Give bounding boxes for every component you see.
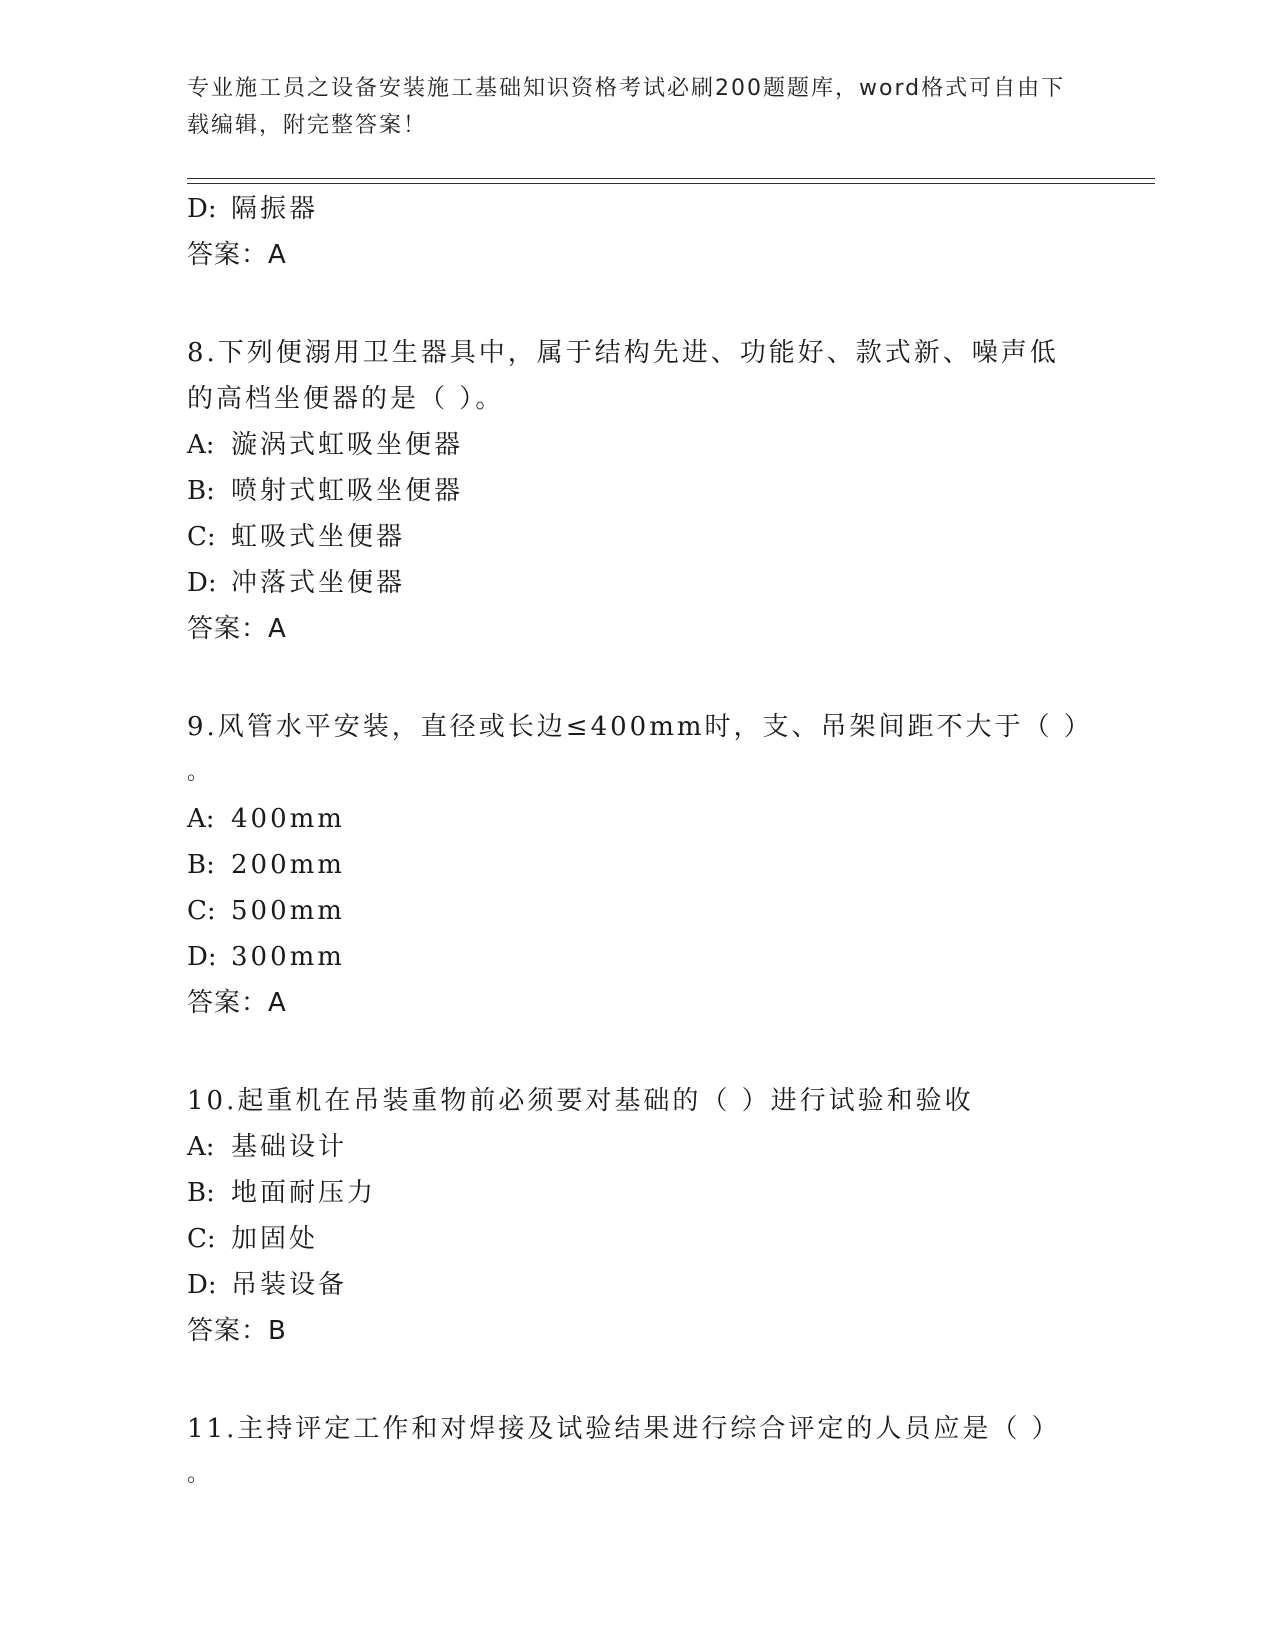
question-item [187, 1078, 1087, 1354]
question-list [187, 186, 1093, 1498]
option-text: 漩涡式虹吸坐便器 [231, 430, 464, 460]
question-stem-line: 。 [187, 760, 213, 785]
option-c [187, 514, 1087, 560]
option-b [187, 842, 1087, 888]
option-text: 500mm [231, 896, 345, 926]
option-text: 300mm [231, 942, 345, 972]
header-divider-top [187, 178, 1155, 179]
option-a [187, 1124, 1087, 1170]
spacer [187, 1026, 1087, 1078]
option-text: 吊装设备 [231, 1270, 348, 1300]
option-b [187, 468, 1087, 514]
answer-line: 答案：A [187, 240, 287, 270]
option-letter: D: [187, 568, 217, 598]
option-letter: B: [187, 476, 215, 506]
option-letter: D: [187, 942, 217, 972]
option-text: 400mm [231, 804, 345, 834]
option-b [187, 1170, 1087, 1216]
question-stem-line: 的高档坐便器的是（ ）。 [187, 384, 505, 414]
option-d [187, 560, 1087, 606]
option-text: 加固处 [231, 1224, 319, 1254]
option-letter: C: [187, 896, 216, 926]
question-item [187, 330, 1087, 652]
option-letter: A: [187, 430, 215, 460]
spacer [187, 278, 1087, 330]
spacer [187, 652, 1087, 704]
option-letter: B: [187, 850, 215, 880]
answer-line: 答案：B [187, 1316, 287, 1346]
option-text: 冲落式坐便器 [231, 568, 406, 598]
option-letter: A: [187, 804, 215, 834]
option-letter: B: [187, 1178, 215, 1208]
option-text: 喷射式虹吸坐便器 [231, 476, 464, 506]
question-stem-line: 9.风管水平安装，直径或长边≤400mm时，支、吊架间距不大于（ ） [187, 712, 1093, 742]
option-letter: A: [187, 1132, 215, 1162]
option-d [187, 934, 1087, 980]
option-d [187, 1262, 1087, 1308]
option-text: 200mm [231, 850, 345, 880]
answer-line: 答案：A [187, 988, 287, 1018]
question-stem-line: 11.主持评定工作和对焊接及试验结果进行综合评定的人员应是（ ） [187, 1414, 1061, 1444]
option-letter: C: [187, 522, 216, 552]
option-text: 虹吸式坐便器 [231, 522, 406, 552]
option-letter: D: [187, 1270, 217, 1300]
question-item [187, 1406, 1087, 1498]
question-stem-line: 10.起重机在吊装重物前必须要对基础的（ ）进行试验和验收 [187, 1086, 974, 1116]
answer-line: 答案：A [187, 614, 287, 644]
option-a [187, 422, 1087, 468]
option-text: 地面耐压力 [231, 1178, 377, 1208]
option-c [187, 888, 1087, 934]
option-a [187, 796, 1087, 842]
question-item [187, 704, 1093, 1026]
option-d [187, 186, 1087, 232]
question-stem-line: 。 [187, 1462, 213, 1487]
spacer [187, 1354, 1087, 1406]
option-text: 隔振器 [231, 194, 319, 224]
question-stem-line: 8.下列便溺用卫生器具中，属于结构先进、功能好、款式新、噪声低 [187, 338, 1059, 368]
header-divider-bottom [187, 183, 1155, 184]
option-c [187, 1216, 1087, 1262]
option-letter: C: [187, 1224, 216, 1254]
document-header: 专业施工员之设备安装施工基础知识资格考试必刷200题题库，word格式可自由下载编辑，附完整答案！ [187, 76, 1066, 138]
option-letter: D: [187, 194, 217, 224]
option-text: 基础设计 [231, 1132, 348, 1162]
